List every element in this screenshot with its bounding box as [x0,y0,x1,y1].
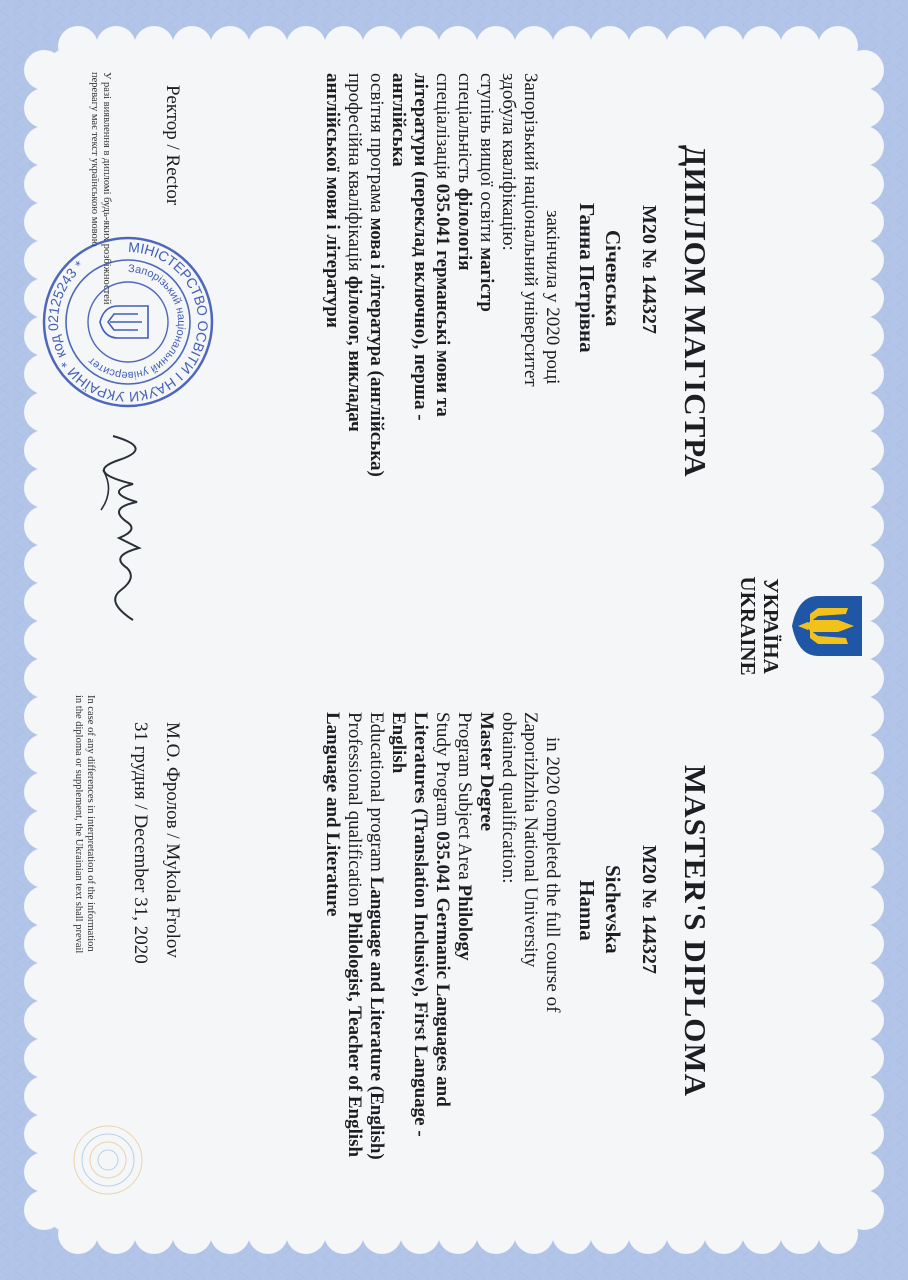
text-line [387,712,409,1160]
text-line [431,712,453,1160]
line-label: Zaporizhzhia National University [520,712,541,968]
text-line [475,712,497,1160]
text-line [365,712,387,1160]
country-uk: УКРАЇНА [759,578,783,674]
text-line [321,712,343,1160]
line-label: Program Subject Area [454,712,475,885]
line-label: освітня програма [366,73,387,218]
line-label: Professional qualification [344,712,365,912]
text-line [409,73,431,477]
line-label: Study Program [432,712,453,832]
diploma-number-uk: M20 № 144327 [638,205,660,334]
line-value: Language and Literature [322,712,343,917]
line-value: Master Degree [476,712,497,832]
text-line [497,73,519,477]
footnote-en [72,695,96,953]
line-value: здобула кваліфікацію: [498,73,519,251]
line-value: англійська [388,73,409,167]
text-line [343,712,365,1160]
body-en [321,712,563,1160]
seal-outer-text: МІНІСТЕРСТВО ОСВІТИ І НАУКИ УКРАЇНИ * код 02125243 * [44,238,212,406]
line-value: магістр [476,247,497,312]
line-value: Philology [454,884,475,961]
line-value: мова і література (англійська) [366,217,387,477]
line-value: 035.041 Germanic Languages and [432,831,453,1107]
line-value: Language and Literature (English) [366,876,387,1160]
given-name-en: Hanna [575,880,599,941]
title-uk: ДИПЛОМ МАГІСТРА [678,145,713,478]
surname-uk: Січевська [601,230,625,327]
line-value: філолог, викладач [344,275,365,432]
text-line [541,712,563,1160]
line-label: професійна кваліфікація [344,73,365,276]
line-label: спеціальність [454,73,475,188]
text-line [431,73,453,477]
line-label: ступінь вищої освіти [476,73,497,248]
text-line [321,73,343,477]
text-line [519,73,541,477]
line-value: англійської мови і літератури [322,73,343,328]
text-line [453,712,475,1160]
country-en: UKRAINE [736,576,760,676]
title-en: MASTER'S DIPLOMA [678,765,713,1098]
text-line [409,712,431,1160]
line-value: Literatures (Translation Inclusive), First Language - [410,712,431,1137]
text-line [475,73,497,477]
text-line [541,73,563,477]
rector-name: М.О. Фролов / Mykola Frolov [162,722,183,958]
footnote-en-line: In case of any differences in interpretation of the information [85,695,96,952]
line-label: obtained qualification: [498,712,519,884]
line-value: Запорізький національний університет [520,73,541,387]
line-value: закінчила у 2020 році [542,210,563,385]
seal-inner-text: Запорізький національний університет [85,262,188,382]
rector-label: Ректор / Rector [162,85,183,206]
footnote-en-line: in the diploma or supplement, the Ukrainian text shall prevail [73,695,84,954]
line-label: Educational program [366,712,387,877]
line-label: спеціалізація [432,73,453,184]
issue-date: 31 грудня / December 31, 2020 [130,722,151,964]
text-line [453,73,475,477]
diploma-number-en: M20 № 144327 [638,845,660,974]
footnote-uk-line: перевагу має текст українською мовою [89,72,100,247]
line-value: 035.041 германські мови та [432,183,453,417]
text-line [519,712,541,1160]
footnote-uk-line: У разі виявлення в дипломі будь-яких розбіжностей [101,72,112,305]
line-value: Philologist, Teacher of English [344,911,365,1158]
text-line [365,73,387,477]
seal-trident-icon [100,306,148,338]
text-line [343,73,365,477]
coat-of-arms-icon [788,586,868,666]
university-seal [38,232,218,412]
line-value: літератури (переклад включно), перша - [410,73,431,421]
text-line [497,712,519,1160]
text-line [387,73,409,477]
surname-en: Sichevska [601,865,625,954]
rector-signature [83,430,163,630]
line-value: English [388,712,409,774]
line-value: філологія [454,187,475,271]
country-label [736,566,782,686]
line-label: in 2020 completed the full course of [542,737,563,1013]
body-uk [321,73,563,477]
given-name-uk: Ганна Петрівна [575,203,599,353]
